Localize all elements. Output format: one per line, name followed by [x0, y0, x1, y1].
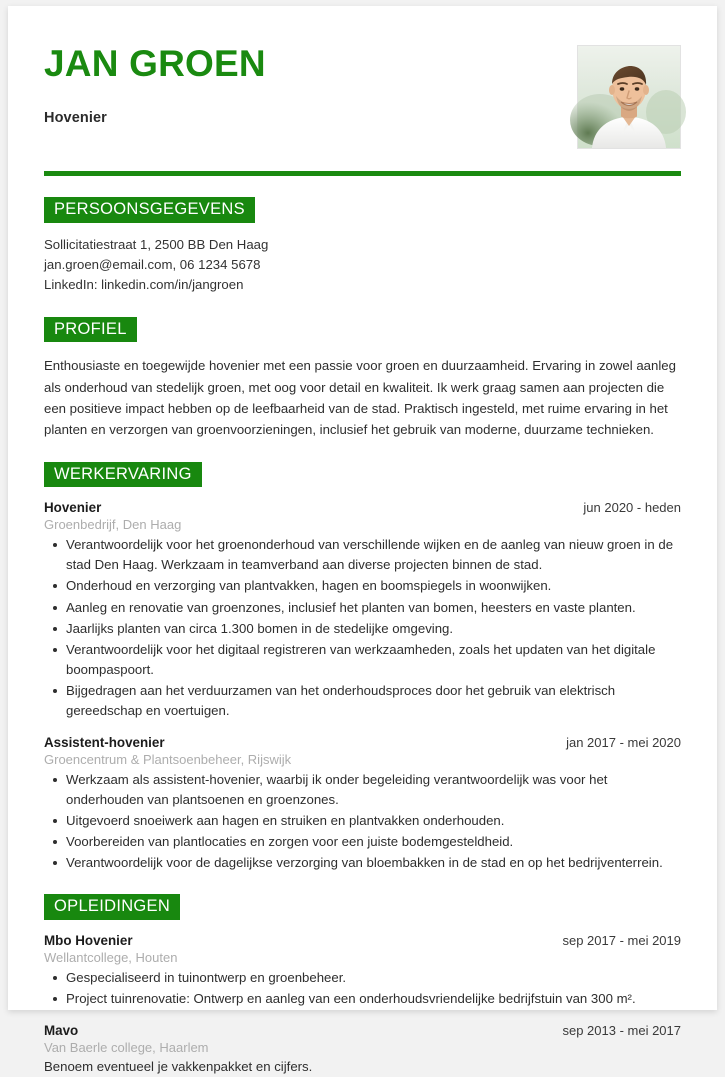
list-item: Voorbereiden van plantlocaties en zorgen voor een juiste bodemgesteldheid.	[44, 832, 681, 852]
header-divider	[44, 171, 681, 176]
section-heading-personal: PERSOONSGEGEVENS	[44, 197, 255, 223]
list-item: Verantwoordelijk voor het digitaal registreren van werkzaamheden, zoals het updaten van het digitale boompaspoort.	[44, 640, 681, 680]
list-item: Gespecialiseerd in tuinontwerp en groenbeheer.	[44, 968, 681, 988]
education-entry	[44, 1023, 681, 1077]
portrait-photo-graphic	[578, 46, 680, 148]
experience-entry-header	[44, 500, 681, 515]
section-profile	[44, 317, 681, 441]
education-date: sep 2017 - mei 2019	[562, 932, 681, 948]
list-item: Onderhoud en verzorging van plantvakken, hagen en boomspiegels in woonwijken.	[44, 576, 681, 596]
section-heading-profile: PROFIEL	[44, 317, 137, 343]
section-heading-experience: WERKERVARING	[44, 462, 202, 488]
section-work-experience	[44, 462, 681, 873]
education-institution: Wellantcollege, Houten	[44, 949, 178, 965]
list-item: Werkzaam als assistent-hovenier, waarbij ik onder begeleiding verantwoordelijk was voor het onderhouden van plantsoenen en groenzones.	[44, 770, 681, 810]
resume-header	[44, 45, 681, 157]
experience-entry-header	[44, 735, 681, 750]
contact-details	[44, 235, 681, 296]
experience-role: Assistent-hovenier	[44, 734, 165, 750]
education-bullet-list	[44, 968, 681, 1009]
list-item: Uitgevoerd snoeiwerk aan hagen en struiken en plantvakken onderhouden.	[44, 811, 681, 831]
education-note: Benoem eventueel je vakkenpakket en cijfers.	[44, 1058, 313, 1074]
contact-address: Sollicitatiestraat 1, 2500 BB Den Haag	[44, 236, 269, 252]
experience-bullet-list	[44, 535, 681, 721]
experience-organisation: Groenbedrijf, Den Haag	[44, 517, 182, 533]
list-item: Aanleg en renovatie van groenzones, inclusief het planten van bomen, heesters en vaste planten.	[44, 598, 681, 618]
list-item: Verantwoordelijk voor de dagelijkse verzorging van bloembakken in de stad en op het bedrijventerrein.	[44, 853, 681, 873]
experience-date: jun 2020 - heden	[583, 500, 681, 516]
education-entry-header	[44, 1023, 681, 1038]
resume-page	[8, 6, 717, 1074]
candidate-job-title: Hovenier	[44, 109, 107, 126]
experience-entry	[44, 500, 681, 721]
education-degree: Mavo	[44, 1022, 79, 1038]
contact-email-phone: jan.groen@email.com, 06 1234 5678	[44, 256, 261, 272]
list-item: Verantwoordelijk voor het groenonderhoud van verschillende wijken en de aanleg van nieuw groen in de stad Den Haag. Werkzaam in teamverband aan diverse projecten binnen de stad.	[44, 535, 681, 575]
education-degree: Mbo Hovenier	[44, 932, 133, 948]
section-heading-education: OPLEIDINGEN	[44, 894, 180, 920]
section-education	[44, 894, 681, 1077]
education-entry-header	[44, 933, 681, 948]
education-date: sep 2013 - mei 2017	[562, 1022, 681, 1038]
profile-summary: Enthousiaste en toegewijde hovenier met een passie voor groen en duurzaamheid. Ervaring in zowel aanleg als onderhoud van stedelijk groen, met oog voor detail en kwaliteit. Ik werk graag samen aan projecten die een positieve impact hebben op de leefbaarheid van de stad. Praktisch ingesteld, met ruime ervaring in het planten en verzorgen van groenvoorzieningen, inclusief het gebruik van moderne, duurzame technieken.	[44, 358, 676, 438]
contact-linkedin: LinkedIn: linkedin.com/in/jangroen	[44, 277, 244, 293]
experience-organisation: Groencentrum & Plantsoenbeheer, Rijswijk	[44, 751, 292, 767]
portrait-photo	[577, 45, 681, 149]
experience-role: Hovenier	[44, 500, 102, 516]
list-item: Project tuinrenovatie: Ontwerp en aanleg van een onderhoudsvriendelijke bedrijfstuin van 300 m².	[44, 989, 681, 1009]
candidate-name: JAN GROEN	[44, 43, 266, 84]
experience-bullet-list	[44, 770, 681, 873]
education-entry	[44, 933, 681, 1009]
experience-date: jan 2017 - mei 2020	[566, 734, 681, 750]
list-item: Jaarlijks planten van circa 1.300 bomen in de stedelijke omgeving.	[44, 619, 681, 639]
list-item: Bijgedragen aan het verduurzamen van het onderhoudsproces door het gebruik van elektrisch gereedschap en voertuigen.	[44, 681, 681, 721]
section-personal-details	[44, 197, 681, 296]
experience-entry	[44, 735, 681, 873]
education-institution: Van Baerle college, Haarlem	[44, 1039, 209, 1055]
